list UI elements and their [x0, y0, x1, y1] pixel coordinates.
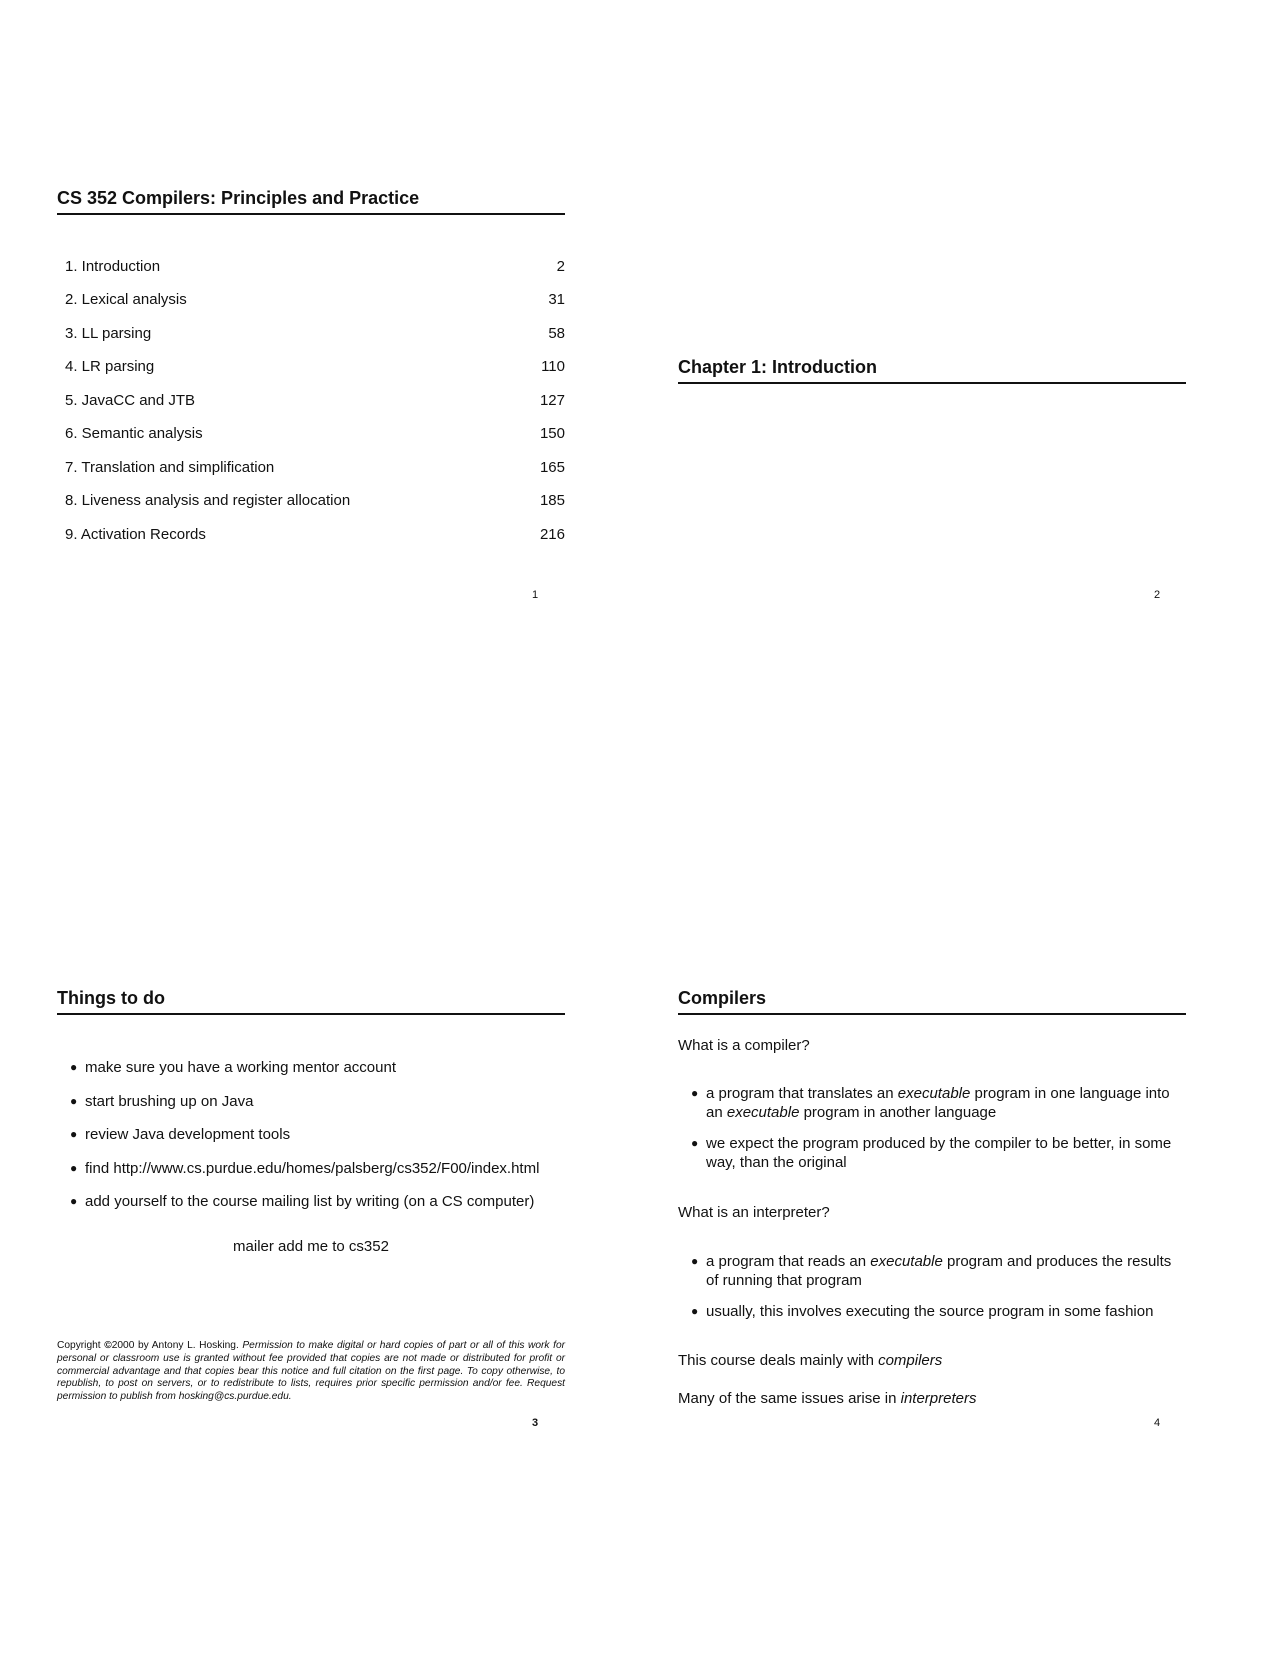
toc-page: 185 — [539, 492, 565, 509]
text-segment: we expect the program produced by the compiler to be better, in some — [706, 1135, 1172, 1152]
toc-page: 150 — [539, 425, 565, 442]
copyright-icon: © — [104, 1340, 112, 1351]
toc-label: 5. JavaCC and JTB — [65, 392, 196, 409]
toc-page: 31 — [548, 291, 565, 308]
text-segment: program in another language — [799, 1104, 997, 1121]
bullet-icon: ● — [70, 1094, 78, 1108]
page-number: 4 — [1154, 1417, 1161, 1429]
emphasis: compilers — [878, 1352, 943, 1369]
slide-title: Chapter 1: Introduction — [678, 357, 1186, 384]
text-segment: Many of the same issues arise in — [678, 1390, 901, 1407]
copyright-year-author: 2000 by Antony L. Hosking. — [111, 1340, 243, 1351]
toc-label: 8. Liveness analysis and register allocation — [65, 492, 351, 509]
copyright-permission: Permission to make digital or hard copies of part or all of this work for personal or classroom use is granted without fee provided that copies are not made or distributed for profit or commercial advantage and that copies bear this notice and full citation on the first page. To copy otherwise, to republish, to post on servers, or to redistribute to lists, requires prior specific permission and/or fee. Request permission to publish from hosking@cs.purdue.edu. — [57, 1340, 566, 1403]
toc-label: 4. LR parsing — [65, 358, 155, 375]
list-item-text: review Java development tools — [85, 1126, 291, 1143]
toc-label: 6. Semantic analysis — [65, 425, 203, 442]
text-segment: a program that translates an — [706, 1085, 898, 1102]
bullet-icon: ● — [691, 1086, 699, 1100]
copyright-notice — [57, 1340, 565, 1404]
bullet-icon: ● — [70, 1127, 78, 1141]
slide-title: Compilers — [678, 988, 1186, 1015]
bullet-icon: ● — [691, 1254, 699, 1268]
emphasis: executable — [726, 1104, 800, 1121]
text-segment: an — [706, 1104, 727, 1121]
toc-row — [57, 325, 565, 345]
toc-label: 1. Introduction — [65, 258, 161, 275]
copyright-prefix: Copyright — [57, 1340, 105, 1351]
text-segment: way, than the original — [706, 1154, 847, 1171]
text-segment: a program that reads an — [706, 1253, 871, 1270]
page-number: 1 — [532, 589, 539, 601]
emphasis: interpreters — [900, 1390, 977, 1407]
toc-label: 3. LL parsing — [65, 325, 152, 342]
list-item-text — [706, 1134, 1186, 1172]
page-number: 2 — [1154, 589, 1161, 601]
list-item-text — [706, 1252, 1186, 1290]
list-item-text — [706, 1084, 1186, 1122]
toc-row — [57, 258, 565, 278]
text-segment: This course deals mainly with — [678, 1352, 879, 1369]
toc-label: 2. Lexical analysis — [65, 291, 187, 308]
bullet-icon: ● — [70, 1060, 78, 1074]
emphasis: executable — [897, 1085, 971, 1102]
bullet-icon: ● — [70, 1194, 78, 1208]
toc-row — [57, 526, 565, 546]
toc-page: 2 — [556, 258, 565, 275]
statement-compilers — [678, 1351, 942, 1370]
toc-page: 58 — [548, 325, 565, 342]
text-segment: of running that program — [706, 1272, 862, 1289]
list-item-text: find http://www.cs.purdue.edu/homes/palsberg/cs352/F00/index.html — [85, 1160, 540, 1177]
slide-title: Things to do — [57, 988, 565, 1015]
toc-page: 127 — [539, 392, 565, 409]
page-number: 3 — [532, 1417, 539, 1429]
bullet-icon: ● — [691, 1136, 699, 1150]
toc-row — [57, 459, 565, 479]
statement-interpreters — [678, 1389, 976, 1408]
toc-row — [57, 392, 565, 412]
toc-row — [57, 358, 565, 378]
toc-page: 165 — [539, 459, 565, 476]
toc-page: 216 — [539, 526, 565, 543]
mailer-command: mailer add me to cs352 — [233, 1238, 389, 1255]
list-item-text: usually, this involves executing the source program in some fashion — [706, 1303, 1154, 1320]
bullet-icon: ● — [70, 1161, 78, 1175]
toc-row — [57, 492, 565, 512]
question-interpreter: What is an interpreter? — [678, 1204, 830, 1221]
toc-page: 110 — [541, 358, 565, 375]
toc-row — [57, 291, 565, 311]
list-item-text: make sure you have a working mentor account — [85, 1059, 396, 1076]
list-item-text: add yourself to the course mailing list by writing (on a CS computer) — [85, 1193, 535, 1210]
bullet-icon: ● — [691, 1304, 699, 1318]
text-segment: program in one language into — [970, 1085, 1170, 1102]
question-compiler: What is a compiler? — [678, 1037, 810, 1054]
toc-label: 7. Translation and simplification — [65, 459, 275, 476]
text-segment: program and produces the results — [942, 1253, 1172, 1270]
slide-title: CS 352 Compilers: Principles and Practice — [57, 188, 565, 215]
toc-row — [57, 425, 565, 445]
list-item-text: start brushing up on Java — [85, 1093, 254, 1110]
emphasis: executable — [870, 1253, 943, 1270]
toc-label: 9. Activation Records — [65, 526, 206, 543]
